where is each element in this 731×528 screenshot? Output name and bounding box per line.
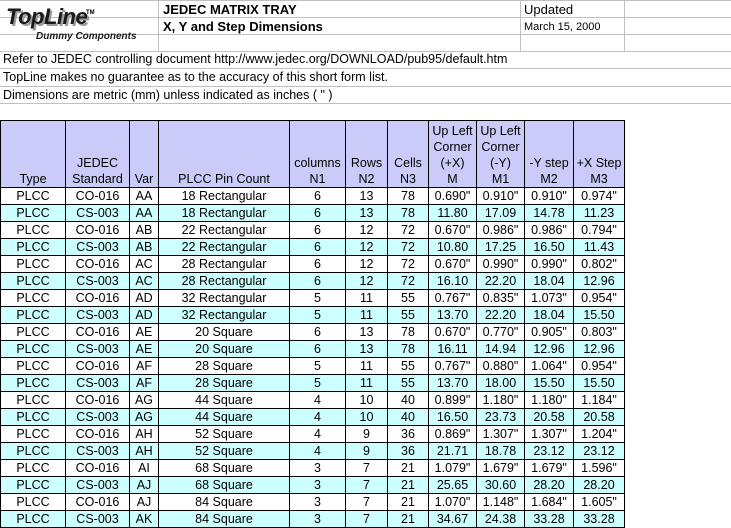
logo-trademark: TM bbox=[86, 10, 95, 16]
cell-var: AH bbox=[130, 426, 159, 443]
header-x-step-line: +X Step bbox=[576, 156, 622, 170]
cell-type: PLCC bbox=[1, 341, 66, 358]
cell-rows: 9 bbox=[346, 426, 388, 443]
header-cells bbox=[388, 121, 429, 188]
cell-y-step: 1.064" bbox=[525, 358, 574, 375]
cell-var: AD bbox=[130, 290, 159, 307]
cell-corner-y: 0.880" bbox=[477, 358, 525, 375]
cell-rows: 11 bbox=[346, 375, 388, 392]
table-row bbox=[1, 511, 625, 528]
cell-jedec-standard: CS-003 bbox=[66, 375, 130, 392]
header-jedec-standard-line: JEDEC bbox=[77, 156, 118, 170]
cell-type: PLCC bbox=[1, 460, 66, 477]
cell-corner-x: 21.71 bbox=[429, 443, 477, 460]
cell-cells: 72 bbox=[388, 256, 429, 273]
cell-corner-y: 22.20 bbox=[477, 273, 525, 290]
updated-label: Updated bbox=[524, 2, 574, 17]
cell-corner-x: 16.50 bbox=[429, 409, 477, 426]
table-row bbox=[1, 273, 625, 290]
header-pin-count bbox=[159, 121, 290, 188]
cell-columns: 5 bbox=[290, 307, 346, 324]
cell-columns: 6 bbox=[290, 188, 346, 205]
cell-pin-count: 28 Rectangular bbox=[159, 256, 290, 273]
cell-pin-count: 32 Rectangular bbox=[159, 307, 290, 324]
header-corner-y-line: Corner bbox=[481, 140, 520, 154]
cell-var: AG bbox=[130, 392, 159, 409]
cell-columns: 6 bbox=[290, 205, 346, 222]
cell-corner-x: 13.70 bbox=[429, 375, 477, 392]
header-corner-y-line: (-Y) bbox=[490, 156, 511, 170]
cell-cells: 78 bbox=[388, 188, 429, 205]
cell-jedec-standard: CS-003 bbox=[66, 477, 130, 494]
cell-pin-count: 52 Square bbox=[159, 426, 290, 443]
cell-x-step: 33.28 bbox=[574, 511, 625, 528]
cell-x-step: 1.184" bbox=[574, 392, 625, 409]
cell-cells: 78 bbox=[388, 205, 429, 222]
cell-rows: 7 bbox=[346, 494, 388, 511]
cell-var: AJ bbox=[130, 494, 159, 511]
cell-x-step: 0.803" bbox=[574, 324, 625, 341]
table-row bbox=[1, 188, 625, 205]
header-corner-y-line: Up Left bbox=[480, 124, 521, 138]
header-y-step-line: M2 bbox=[540, 172, 558, 186]
table-header-row bbox=[1, 121, 625, 188]
cell-type: PLCC bbox=[1, 222, 66, 239]
cell-x-step: 1.596" bbox=[574, 460, 625, 477]
cell-corner-y: 0.770" bbox=[477, 324, 525, 341]
cell-type: PLCC bbox=[1, 324, 66, 341]
cell-corner-x: 11.80 bbox=[429, 205, 477, 222]
cell-var: AG bbox=[130, 409, 159, 426]
cell-rows: 12 bbox=[346, 239, 388, 256]
cell-x-step: 0.794" bbox=[574, 222, 625, 239]
table-row bbox=[1, 341, 625, 358]
cell-x-step: 20.58 bbox=[574, 409, 625, 426]
cell-x-step: 1.204" bbox=[574, 426, 625, 443]
header-type-line: Type bbox=[19, 172, 47, 186]
cell-pin-count: 18 Rectangular bbox=[159, 188, 290, 205]
cell-corner-y: 18.00 bbox=[477, 375, 525, 392]
cell-jedec-standard: CS-003 bbox=[66, 205, 130, 222]
cell-columns: 4 bbox=[290, 443, 346, 460]
cell-x-step: 11.23 bbox=[574, 205, 625, 222]
cell-corner-x: 0.869" bbox=[429, 426, 477, 443]
cell-type: PLCC bbox=[1, 511, 66, 528]
header-jedec-standard bbox=[66, 121, 130, 188]
cell-var: AI bbox=[130, 460, 159, 477]
note-guarantee: TopLine makes no guarantee as to the accuracy of this short form list. bbox=[3, 70, 388, 84]
cell-columns: 3 bbox=[290, 494, 346, 511]
cell-pin-count: 20 Square bbox=[159, 324, 290, 341]
cell-corner-y: 0.986" bbox=[477, 222, 525, 239]
sheet-subtitle: X, Y and Step Dimensions bbox=[163, 19, 323, 34]
cell-x-step: 15.50 bbox=[574, 307, 625, 324]
header-y-step bbox=[525, 121, 574, 188]
cell-var: AF bbox=[130, 375, 159, 392]
table-row bbox=[1, 477, 625, 494]
cell-pin-count: 28 Rectangular bbox=[159, 273, 290, 290]
cell-y-step: 28.20 bbox=[525, 477, 574, 494]
cell-x-step: 0.802" bbox=[574, 256, 625, 273]
header-var-line: Var bbox=[134, 172, 154, 186]
cell-var: AB bbox=[130, 239, 159, 256]
cell-y-step: 20.58 bbox=[525, 409, 574, 426]
cell-cells: 36 bbox=[388, 426, 429, 443]
cell-columns: 6 bbox=[290, 324, 346, 341]
table-row bbox=[1, 494, 625, 511]
header-type bbox=[1, 121, 66, 188]
cell-rows: 13 bbox=[346, 205, 388, 222]
cell-pin-count: 84 Square bbox=[159, 494, 290, 511]
cell-cells: 55 bbox=[388, 375, 429, 392]
header-corner-y bbox=[477, 121, 525, 188]
cell-y-step: 1.684" bbox=[525, 494, 574, 511]
updated-date: March 15, 2000 bbox=[524, 21, 601, 33]
cell-y-step: 0.990" bbox=[525, 256, 574, 273]
logo-tagline: Dummy Components bbox=[36, 31, 137, 42]
cell-jedec-standard: CS-003 bbox=[66, 443, 130, 460]
cell-type: PLCC bbox=[1, 443, 66, 460]
cell-var: AC bbox=[130, 273, 159, 290]
header-cells-line: Cells bbox=[394, 156, 422, 170]
cell-jedec-standard: CS-003 bbox=[66, 511, 130, 528]
cell-x-step: 23.12 bbox=[574, 443, 625, 460]
cell-jedec-standard: CS-003 bbox=[66, 341, 130, 358]
cell-x-step: 0.954" bbox=[574, 290, 625, 307]
cell-jedec-standard: CS-003 bbox=[66, 239, 130, 256]
cell-jedec-standard: CO-016 bbox=[66, 494, 130, 511]
cell-var: AE bbox=[130, 324, 159, 341]
cell-columns: 4 bbox=[290, 392, 346, 409]
table-row bbox=[1, 324, 625, 341]
cell-x-step: 12.96 bbox=[574, 341, 625, 358]
header-y-step-line: -Y step bbox=[529, 156, 569, 170]
cell-rows: 12 bbox=[346, 256, 388, 273]
table-row bbox=[1, 239, 625, 256]
table-row bbox=[1, 290, 625, 307]
cell-corner-y: 17.09 bbox=[477, 205, 525, 222]
header-cells-line: N3 bbox=[400, 172, 416, 186]
cell-corner-x: 0.767" bbox=[429, 290, 477, 307]
table-row bbox=[1, 205, 625, 222]
header-corner-x-line: Corner bbox=[433, 140, 472, 154]
cell-corner-x: 0.767" bbox=[429, 358, 477, 375]
cell-corner-x: 1.079" bbox=[429, 460, 477, 477]
cell-corner-y: 1.180" bbox=[477, 392, 525, 409]
cell-jedec-standard: CO-016 bbox=[66, 222, 130, 239]
cell-columns: 5 bbox=[290, 375, 346, 392]
cell-corner-y: 14.94 bbox=[477, 341, 525, 358]
header-corner-y-line: M1 bbox=[491, 172, 510, 186]
cell-corner-x: 16.11 bbox=[429, 341, 477, 358]
cell-jedec-standard: CO-016 bbox=[66, 324, 130, 341]
cell-y-step: 18.04 bbox=[525, 273, 574, 290]
cell-type: PLCC bbox=[1, 307, 66, 324]
cell-cells: 21 bbox=[388, 460, 429, 477]
cell-var: AJ bbox=[130, 477, 159, 494]
cell-corner-y: 0.835" bbox=[477, 290, 525, 307]
cell-jedec-standard: CO-016 bbox=[66, 256, 130, 273]
cell-var: AD bbox=[130, 307, 159, 324]
cell-rows: 7 bbox=[346, 477, 388, 494]
cell-x-step: 0.974" bbox=[574, 188, 625, 205]
cell-corner-x: 0.670" bbox=[429, 324, 477, 341]
cell-corner-y: 24.38 bbox=[477, 511, 525, 528]
cell-corner-x: 10.80 bbox=[429, 239, 477, 256]
cell-corner-x: 34.67 bbox=[429, 511, 477, 528]
table-row bbox=[1, 409, 625, 426]
cell-columns: 4 bbox=[290, 409, 346, 426]
cell-columns: 3 bbox=[290, 460, 346, 477]
header-jedec-standard-line: Standard bbox=[72, 172, 123, 186]
cell-corner-y: 22.20 bbox=[477, 307, 525, 324]
cell-rows: 11 bbox=[346, 307, 388, 324]
cell-y-step: 23.12 bbox=[525, 443, 574, 460]
cell-columns: 3 bbox=[290, 511, 346, 528]
cell-cells: 36 bbox=[388, 443, 429, 460]
cell-cells: 21 bbox=[388, 511, 429, 528]
table-row bbox=[1, 256, 625, 273]
cell-x-step: 28.20 bbox=[574, 477, 625, 494]
header-var bbox=[130, 121, 159, 188]
cell-jedec-standard: CS-003 bbox=[66, 409, 130, 426]
cell-corner-x: 0.670" bbox=[429, 222, 477, 239]
cell-cells: 72 bbox=[388, 222, 429, 239]
cell-pin-count: 22 Rectangular bbox=[159, 222, 290, 239]
cell-rows: 13 bbox=[346, 341, 388, 358]
cell-pin-count: 28 Square bbox=[159, 375, 290, 392]
table-row bbox=[1, 307, 625, 324]
cell-jedec-standard: CO-016 bbox=[66, 426, 130, 443]
cell-corner-y: 1.148" bbox=[477, 494, 525, 511]
cell-y-step: 18.04 bbox=[525, 307, 574, 324]
cell-y-step: 12.96 bbox=[525, 341, 574, 358]
cell-cells: 55 bbox=[388, 307, 429, 324]
cell-var: AA bbox=[130, 205, 159, 222]
cell-rows: 12 bbox=[346, 222, 388, 239]
cell-type: PLCC bbox=[1, 239, 66, 256]
cell-type: PLCC bbox=[1, 273, 66, 290]
header-corner-x-line: M bbox=[447, 172, 458, 186]
cell-jedec-standard: CO-016 bbox=[66, 188, 130, 205]
cell-corner-y: 0.910" bbox=[477, 188, 525, 205]
cell-columns: 6 bbox=[290, 273, 346, 290]
cell-x-step: 15.50 bbox=[574, 375, 625, 392]
cell-columns: 6 bbox=[290, 222, 346, 239]
cell-cells: 72 bbox=[388, 273, 429, 290]
cell-cells: 72 bbox=[388, 239, 429, 256]
cell-corner-x: 25.65 bbox=[429, 477, 477, 494]
header-corner-x-line: (+X) bbox=[440, 156, 465, 170]
cell-rows: 13 bbox=[346, 324, 388, 341]
cell-pin-count: 44 Square bbox=[159, 409, 290, 426]
header-rows-line: Rows bbox=[350, 156, 383, 170]
cell-var: AA bbox=[130, 188, 159, 205]
cell-y-step: 1.073" bbox=[525, 290, 574, 307]
cell-corner-x: 0.690" bbox=[429, 188, 477, 205]
cell-cells: 78 bbox=[388, 341, 429, 358]
cell-corner-x: 16.10 bbox=[429, 273, 477, 290]
table-row bbox=[1, 443, 625, 460]
header-pin-count-line: PLCC Pin Count bbox=[178, 172, 270, 186]
cell-pin-count: 44 Square bbox=[159, 392, 290, 409]
cell-y-step: 16.50 bbox=[525, 239, 574, 256]
cell-rows: 10 bbox=[346, 392, 388, 409]
cell-pin-count: 22 Rectangular bbox=[159, 239, 290, 256]
cell-rows: 11 bbox=[346, 290, 388, 307]
note-jedec-reference: Refer to JEDEC controlling document http://www.jedec.org/DOWNLOAD/pub95/default.htm bbox=[3, 52, 508, 66]
cell-jedec-standard: CO-016 bbox=[66, 358, 130, 375]
topline-logo bbox=[6, 5, 156, 45]
cell-cells: 21 bbox=[388, 494, 429, 511]
cell-jedec-standard: CS-003 bbox=[66, 307, 130, 324]
header-x-step bbox=[574, 121, 625, 188]
header-corner-x-line: Up Left bbox=[432, 124, 473, 138]
cell-corner-y: 30.60 bbox=[477, 477, 525, 494]
cell-type: PLCC bbox=[1, 409, 66, 426]
header-columns-line: columns bbox=[294, 156, 341, 170]
cell-corner-x: 0.670" bbox=[429, 256, 477, 273]
cell-columns: 4 bbox=[290, 426, 346, 443]
cell-jedec-standard: CO-016 bbox=[66, 392, 130, 409]
cell-y-step: 1.180" bbox=[525, 392, 574, 409]
cell-y-step: 0.905" bbox=[525, 324, 574, 341]
header-x-step-line: M3 bbox=[590, 172, 608, 186]
cell-rows: 10 bbox=[346, 409, 388, 426]
cell-pin-count: 68 Square bbox=[159, 477, 290, 494]
cell-type: PLCC bbox=[1, 358, 66, 375]
cell-pin-count: 52 Square bbox=[159, 443, 290, 460]
cell-y-step: 14.78 bbox=[525, 205, 574, 222]
cell-pin-count: 68 Square bbox=[159, 460, 290, 477]
sheet-title: JEDEC MATRIX TRAY bbox=[163, 2, 297, 17]
table-row bbox=[1, 460, 625, 477]
cell-y-step: 1.679" bbox=[525, 460, 574, 477]
cell-columns: 6 bbox=[290, 256, 346, 273]
cell-y-step: 15.50 bbox=[525, 375, 574, 392]
cell-corner-y: 1.679" bbox=[477, 460, 525, 477]
cell-cells: 40 bbox=[388, 409, 429, 426]
cell-rows: 9 bbox=[346, 443, 388, 460]
cell-rows: 7 bbox=[346, 511, 388, 528]
cell-type: PLCC bbox=[1, 392, 66, 409]
table-body bbox=[1, 188, 625, 528]
cell-columns: 6 bbox=[290, 239, 346, 256]
cell-y-step: 1.307" bbox=[525, 426, 574, 443]
cell-corner-y: 0.990" bbox=[477, 256, 525, 273]
cell-y-step: 33.28 bbox=[525, 511, 574, 528]
cell-pin-count: 84 Square bbox=[159, 511, 290, 528]
cell-type: PLCC bbox=[1, 477, 66, 494]
cell-var: AC bbox=[130, 256, 159, 273]
cell-jedec-standard: CO-016 bbox=[66, 290, 130, 307]
cell-corner-x: 1.070" bbox=[429, 494, 477, 511]
header-corner-x bbox=[429, 121, 477, 188]
cell-var: AE bbox=[130, 341, 159, 358]
table-row bbox=[1, 375, 625, 392]
cell-type: PLCC bbox=[1, 494, 66, 511]
cell-pin-count: 32 Rectangular bbox=[159, 290, 290, 307]
logo-wordmark: TopLine bbox=[6, 4, 88, 29]
cell-var: AH bbox=[130, 443, 159, 460]
cell-columns: 5 bbox=[290, 290, 346, 307]
cell-jedec-standard: CS-003 bbox=[66, 273, 130, 290]
header-columns bbox=[290, 121, 346, 188]
cell-corner-y: 18.78 bbox=[477, 443, 525, 460]
cell-rows: 7 bbox=[346, 460, 388, 477]
tray-dimension-table bbox=[0, 120, 625, 528]
cell-type: PLCC bbox=[1, 290, 66, 307]
cell-x-step: 0.954" bbox=[574, 358, 625, 375]
cell-y-step: 0.986" bbox=[525, 222, 574, 239]
cell-type: PLCC bbox=[1, 426, 66, 443]
cell-corner-y: 17.25 bbox=[477, 239, 525, 256]
table-row bbox=[1, 392, 625, 409]
cell-cells: 21 bbox=[388, 477, 429, 494]
cell-x-step: 1.605" bbox=[574, 494, 625, 511]
cell-cells: 40 bbox=[388, 392, 429, 409]
cell-columns: 5 bbox=[290, 358, 346, 375]
cell-rows: 13 bbox=[346, 188, 388, 205]
cell-pin-count: 28 Square bbox=[159, 358, 290, 375]
cell-type: PLCC bbox=[1, 188, 66, 205]
table-row bbox=[1, 222, 625, 239]
cell-corner-y: 23.73 bbox=[477, 409, 525, 426]
cell-corner-y: 1.307" bbox=[477, 426, 525, 443]
cell-jedec-standard: CO-016 bbox=[66, 460, 130, 477]
cell-cells: 55 bbox=[388, 290, 429, 307]
cell-var: AF bbox=[130, 358, 159, 375]
note-units: Dimensions are metric (mm) unless indicated as inches ( " ) bbox=[3, 88, 333, 102]
cell-columns: 3 bbox=[290, 477, 346, 494]
cell-var: AB bbox=[130, 222, 159, 239]
header-rows-line: N2 bbox=[358, 172, 375, 186]
cell-rows: 12 bbox=[346, 273, 388, 290]
header-columns-line: N1 bbox=[309, 172, 326, 186]
header-rows bbox=[346, 121, 388, 188]
cell-y-step: 0.910" bbox=[525, 188, 574, 205]
cell-var: AK bbox=[130, 511, 159, 528]
cell-type: PLCC bbox=[1, 205, 66, 222]
cell-corner-x: 13.70 bbox=[429, 307, 477, 324]
cell-pin-count: 18 Rectangular bbox=[159, 205, 290, 222]
cell-x-step: 11.43 bbox=[574, 239, 625, 256]
cell-cells: 55 bbox=[388, 358, 429, 375]
cell-rows: 11 bbox=[346, 358, 388, 375]
cell-pin-count: 20 Square bbox=[159, 341, 290, 358]
table-row bbox=[1, 358, 625, 375]
cell-type: PLCC bbox=[1, 256, 66, 273]
table-row bbox=[1, 426, 625, 443]
cell-columns: 6 bbox=[290, 341, 346, 358]
cell-type: PLCC bbox=[1, 375, 66, 392]
cell-x-step: 12.96 bbox=[574, 273, 625, 290]
cell-cells: 78 bbox=[388, 324, 429, 341]
cell-corner-x: 0.899" bbox=[429, 392, 477, 409]
